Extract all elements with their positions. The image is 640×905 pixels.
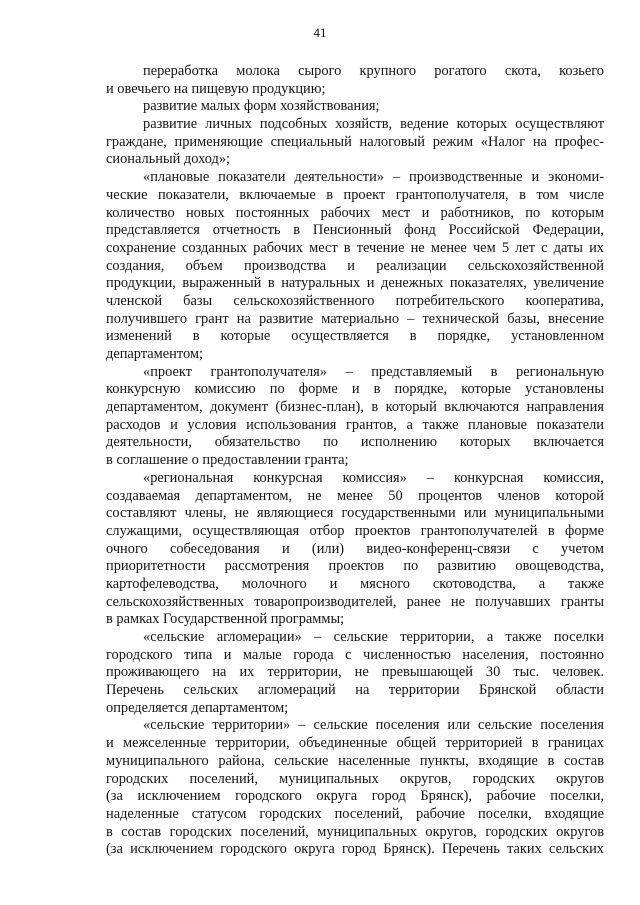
- text-line: сиональный доход»;: [106, 151, 231, 168]
- text-line: городского типа и малые города с численностью населения, постоянно: [106, 646, 604, 663]
- text-line: (за исключением городского округа город Брянск), рабочие поселки,: [106, 788, 604, 805]
- text-line: изменений в которые осуществляется в порядке, установленном: [106, 328, 604, 345]
- text-line: в рамках Государственной программы;: [106, 611, 345, 628]
- text-line: в состав городских поселений, муниципальных округов, городских округов: [106, 823, 604, 840]
- text-line: картофелеводства, молочного и мясного скотоводства, а также: [106, 575, 604, 592]
- text-line: в соглашение о предоставлении гранта;: [106, 452, 349, 469]
- text-line: переработка молока сырого крупного рогатого скота, козьего: [143, 63, 604, 79]
- text-line: развитие личных подсобных хозяйств, ведение которых осуществляют: [143, 116, 604, 133]
- text-line: развитие малых форм хозяйствования;: [143, 98, 380, 115]
- text-line: служащими, осуществляющая отбор проектов грантополучателей в форме: [106, 522, 604, 539]
- text-line: «сельские территории» – сельские поселения или сельские поселения: [143, 717, 604, 734]
- body-text: [106, 63, 604, 859]
- text-line: составляют члены, не являющиеся государственными или муниципальными: [106, 505, 604, 522]
- text-line: (за исключением городского округа город Брянск). Перечень таких сельских: [106, 841, 604, 858]
- text-line: «сельские агломерации» – сельские территории, а также поселки: [143, 629, 604, 645]
- text-line: определяется департаментом;: [106, 699, 289, 716]
- text-line: членской базы сельскохозяйственного потребительского кооператива,: [106, 292, 604, 309]
- text-line: создаваемая департаментом, не менее 50 процентов членов которой: [106, 487, 604, 504]
- text-line: департаментом;: [106, 346, 203, 362]
- page-number: 41: [313, 25, 327, 40]
- text-line: расходов и условия использования грантов, а также плановые показатели: [106, 416, 604, 433]
- text-line: ческие показатели, включаемые в проект грантополучателя, в том числе: [106, 186, 604, 203]
- text-line: «региональная конкурсная комиссия» – конкурсная комиссия,: [143, 469, 604, 486]
- text-line: проживающего на их территории, не превышающей 30 тыс. человек.: [106, 664, 604, 681]
- text-line: наделенные статусом городских поселений, рабочие поселки, входящие: [106, 805, 604, 822]
- text-line: очного собеседования и (или) видео-конференц-связи с учетом: [106, 540, 604, 557]
- text-line: приоритетности рассмотрения проектов по развитию овощеводства,: [106, 558, 604, 575]
- text-line: количество новых постоянных рабочих мест и работников, по которым: [106, 204, 604, 221]
- text-line: и овечьего на пищевую продукцию;: [106, 80, 326, 97]
- text-line: «проект грантополучателя» – представляемый в региональную: [143, 363, 604, 380]
- text-line: продукции, выраженный в натуральных и денежных показателях, увеличение: [106, 275, 604, 292]
- text-line: сельскохозяйственных товаропроизводителей, ранее не получавших гранты: [106, 593, 604, 610]
- text-line: городских поселений, муниципальных округов, городских округов: [106, 770, 604, 787]
- text-line: деятельности, обязательство по исполнению которых включается: [106, 434, 604, 451]
- text-line: сохранение созданных рабочих мест в течение не менее чем 5 лет с даты их: [106, 239, 604, 256]
- text-line: получившего грант на развитие материально – технической базы, внесение: [106, 310, 604, 327]
- text-line: конкурсную комиссию по форме и в порядке, которые установлены: [106, 381, 604, 398]
- text-line: создания, объем производства и реализации сельскохозяйственной: [106, 257, 604, 274]
- text-line: представляется отчетность в Пенсионный фонд Российской Федерации,: [106, 222, 604, 239]
- text-line: Перечень сельских агломераций на территории Брянской области: [106, 682, 604, 699]
- text-line: «плановые показатели деятельности» – производственные и экономи-: [143, 169, 604, 186]
- text-line: департаментом, документ (бизнес-план), в который включаются направления: [106, 399, 604, 416]
- text-line: муниципального района, сельские населенные пункты, входящие в состав: [106, 752, 604, 769]
- text-line: граждане, применяющие специальный налоговый режим «Налог на профес-: [106, 133, 604, 150]
- text-line: и межселенные территории, объединенные общей территорией в границах: [106, 735, 604, 752]
